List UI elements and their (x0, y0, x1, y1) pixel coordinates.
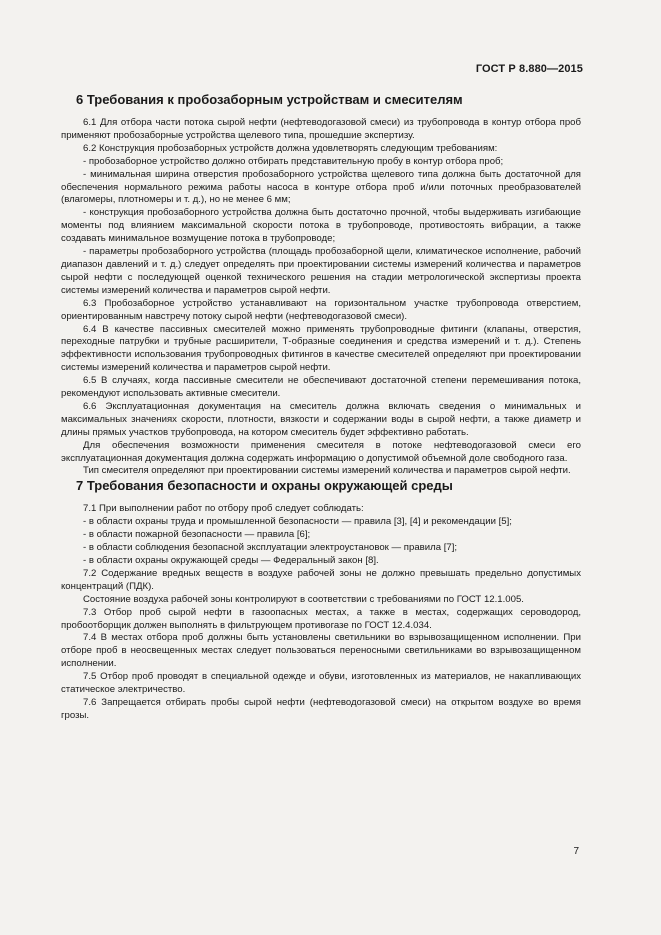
paragraph: 6.1 Для отбора части потока сырой нефти (нефтеводогазовой смеси) из трубопровода в контур отбора проб применяют пробозаборные устройства щелевого типа, прошедшие экспертизу. (61, 117, 581, 141)
paragraph: 7.1 При выполнении работ по отбору проб следует соблюдать: (83, 503, 364, 515)
section-7-body (61, 503, 581, 722)
paragraph: 6.6 Эксплуатационная документация на смеситель должна включать сведения о минимальных и максимальных значениях скорости, плотности, вязкости и содержании воды в сырой нефти, а также диаметр и длины прямых участков трубопровода, на котором смеситель будет эффективно работать. (61, 400, 581, 438)
paragraph: 7.4 В местах отбора проб должны быть установлены светильники во взрывозащищенном исполнении. При отборе проб в неосвещенных местах следует пользоваться переносными светильниками во взрывозащищенном исполнении. (61, 632, 581, 670)
section-7-title: 7 Требования безопасности и охраны окружающей среды (76, 478, 453, 494)
list-item: - параметры пробозаборного устройства (площадь пробозаборной щели, климатическое исполнение, рабочий диапазон давлений и т. д.) следует определять при проектировании системы измерений количества и параметров сырой нефти с последующей оценкой технического решения на стадии метрологической экспертизы проекта системы измерений количества и параметров сырой нефти. (61, 246, 581, 296)
list-item: - в области охраны труда и промышленной безопасности — правила [3], [4] и рекомендации [5]; (83, 516, 512, 528)
paragraph: 6.3 Пробозаборное устройство устанавливают на горизонтальном участке трубопровода отверстием, ориентированным навстречу потоку сырой нефти (нефтеводогазовой смеси). (61, 297, 581, 322)
paragraph: 6.2 Конструкция пробозаборных устройств должна удовлетворять следующим требованиям: (83, 142, 498, 154)
paragraph: Для обеспечения возможности применения смесителя в потоке нефтеводогазовой смеси его эксплуатационная документация должна содержать информацию о допустимой объемной доле свободного газа. (61, 439, 581, 464)
page-number: 7 (573, 846, 579, 857)
paragraph: 6.4 В качестве пассивных смесителей можно применять трубопроводные фитинги (клапаны, отверстия, переходные патрубки и трубные расширители, Т-образные соединения и средства измерений и т. д.). Степень эффективности использования трубопроводных фитингов в качестве смесителей определяют при проектировании системы измерений количества и параметров сырой нефти. (61, 323, 581, 374)
paragraph: 7.2 Содержание вредных веществ в воздухе рабочей зоны не должно превышать предельно допустимых концентраций (ПДК). (61, 567, 581, 592)
list-item: - пробозаборное устройство должно отбирать представительную пробу в контур отбора проб; (83, 155, 504, 167)
paragraph: Тип смесителя определяют при проектировании системы измерений количества и параметров сырой нефти. (83, 465, 571, 477)
paragraph: Состояние воздуха рабочей зоны контролируют в соответствии с требованиями по ГОСТ 12.1.005. (83, 593, 524, 605)
section-6-body (61, 117, 581, 478)
paragraph: 7.3 Отбор проб сырой нефти в газоопасных местах, а также в местах, содержащих сероводород, пробоотборщик должен выполнять в фильтрующем противогазе по ГОСТ 12.4.034. (61, 606, 581, 631)
list-item: - в области соблюдения безопасной эксплуатации электроустановок — правила [7]; (83, 542, 458, 554)
standard-designation: ГОСТ Р 8.880—2015 (475, 63, 583, 75)
paragraph: 7.6 Запрещается отбирать пробы сырой нефти (нефтеводогазовой смеси) на открытом воздухе во время грозы. (61, 696, 581, 721)
list-item: - минимальная ширина отверстия пробозаборного устройства щелевого типа должна быть достаточной для обеспечения нормального режима работы насоса в контуре отбора проб и/или поточных преобразователей (влагомеры, плотномеры и т. д.), но не менее 6 мм; (61, 168, 581, 206)
list-item: - конструкция пробозаборного устройства должна быть достаточно прочной, чтобы выдерживать изгибающие моменты под влиянием максимальной скорости потока в трубопроводе, противостоять вибрации, а также создавать минимальное возмущение потока в трубопроводе; (61, 207, 581, 245)
document-content (61, 92, 581, 723)
paragraph: 7.5 Отбор проб проводят в специальной одежде и обуви, изготовленных из материалов, не накапливающих статическое электричество. (61, 671, 581, 696)
paragraph: 6.5 В случаях, когда пассивные смесители не обеспечивают достаточной степени перемешивания потока, рекомендуют использовать активные смесители. (61, 375, 581, 400)
section-6-title: 6 Требования к пробозаборным устройствам и смесителям (76, 92, 463, 107)
list-item: - в области пожарной безопасности — правила [6]; (83, 529, 311, 541)
list-item: - в области охраны окружающей среды — Федеральный закон [8]. (83, 555, 379, 566)
